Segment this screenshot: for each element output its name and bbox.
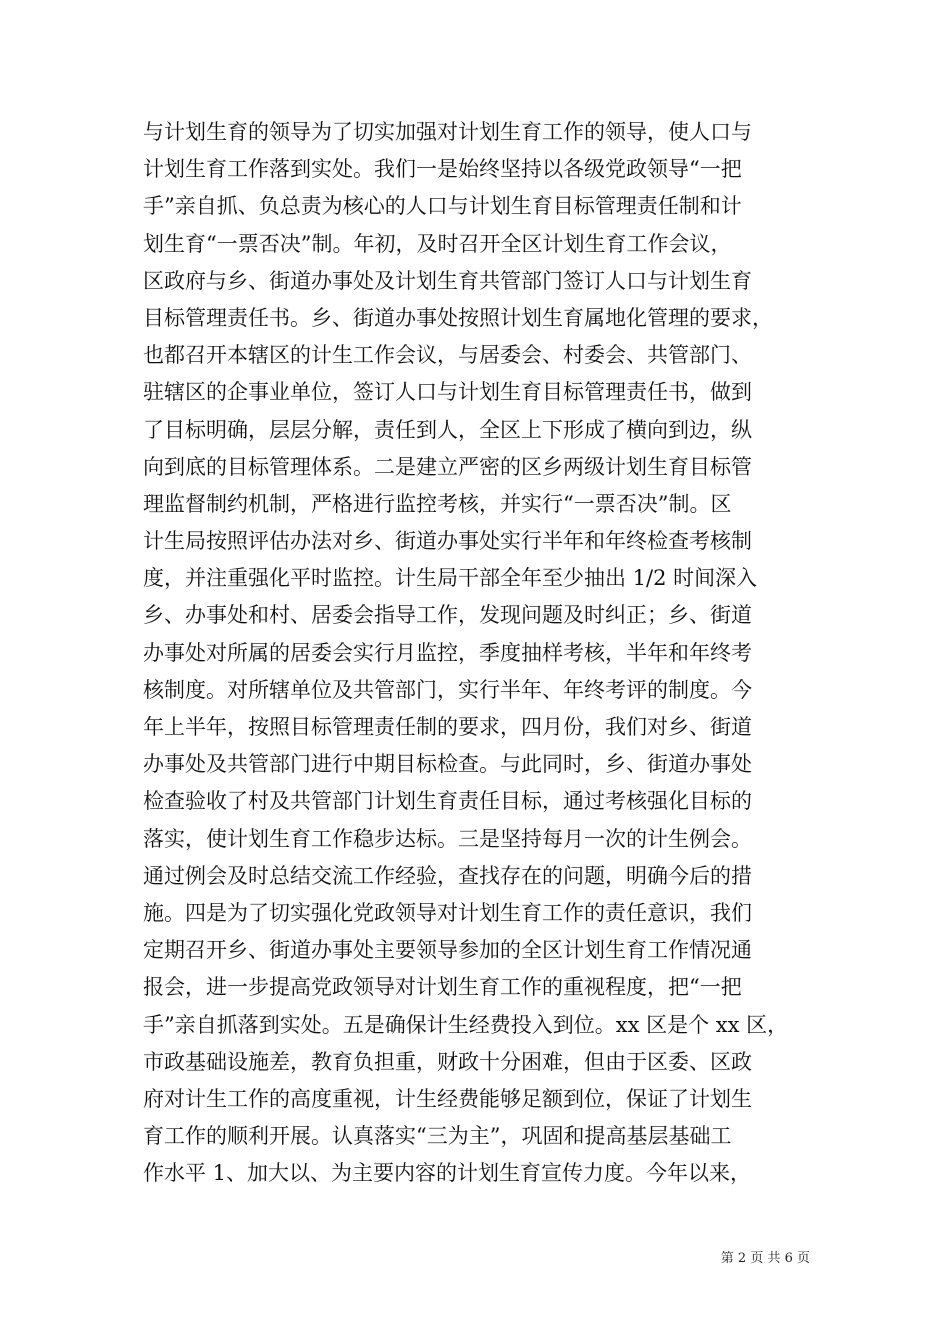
text-line: 办事处对所属的居委会实行月监控，季度抽样考核，半年和年终考 [143,640,752,665]
text-line: 了目标明确，层层分解，责任到人，全区上下形成了横向到边，纵 [143,417,752,442]
text-line: 定期召开乡、街道办事处主要领导参加的全区计划生育工作情况通 [143,938,752,963]
text-line: 作水平 1、加大以、为主要内容的计划生育宣传力度。今年以来， [143,1161,752,1186]
text-line: 办事处及共管部门进行中期目标检查。与此同时，乡、街道办事处 [143,752,752,777]
text-line: 区政府与乡、街道办事处及计划生育共管部门签订人口与计划生育 [143,268,752,293]
text-line: 通过例会及时总结交流工作经验，查找存在的问题，明确今后的措 [143,863,752,888]
text-line: 也都召开本辖区的计生工作会议，与居委会、村委会、共管部门、 [143,343,752,368]
page-number: 第 2 页 共 6 页 [720,1251,810,1266]
text-line: 年上半年，按照目标管理责任制的要求，四月份，我们对乡、街道 [143,715,752,739]
text-line: 府对计生工作的高度重视，计生经费能够足额到位，保证了计划生 [143,1086,752,1111]
text-line: 理监督制约机制，严格进行监控考核，并实行“一票否决”制。区 [143,491,732,516]
text-line: 目标管理责任书。乡、街道办事处按照计划生育属地化管理的要求， [143,305,773,330]
text-line: 核制度。对所辖单位及共管部门，实行半年、年终考评的制度。今 [143,677,752,702]
text-line: 市政基础设施差，教育负担重，财政十分困难，但由于区委、区政 [143,1049,752,1074]
text-line: 手”亲自抓落到实处。五是确保计生经费投入到位。xx 区是个 xx 区， [143,1012,789,1037]
text-line: 施。四是为了切实强化党政领导对计划生育工作的责任意识，我们 [143,900,752,925]
text-line: 度，并注重强化平时监控。计生局干部全年至少抽出 1/2 时间深入 [143,566,758,591]
text-line: 计生局按照评估办法对乡、街道办事处实行半年和年终检查考核制 [143,529,752,554]
text-line: 向到底的目标管理体系。二是建立严密的区乡两级计划生育目标管 [143,454,752,479]
text-line: 检查验收了村及共管部门计划生育责任目标，通过考核强化目标的 [143,789,752,814]
body-text [143,114,823,1192]
text-line: 手”亲自抓、负总责为核心的人口与计划生育目标管理责任制和计 [143,194,742,219]
text-line: 划生育“一票否决”制。年初，及时召开全区计划生育工作会议， [143,231,732,256]
text-line: 报会，进一步提高党政领导对计划生育工作的重视程度，把“一把 [143,975,742,1000]
text-line: 与计划生育的领导为了切实加强对计划生育工作的领导，使人口与 [143,120,752,144]
text-line: 计划生育工作落到实处。我们一是始终坚持以各级党政领导“一把 [143,157,742,182]
text-line: 乡、办事处和村、居委会指导工作，发现问题及时纠正；乡、街道 [143,603,752,628]
text-line: 育工作的顺利开展。认真落实“三为主”，巩固和提高基层基础工 [143,1124,732,1149]
text-line: 落实，使计划生育工作稳步达标。三是坚持每月一次的计生例会。 [143,826,752,851]
text-line: 驻辖区的企事业单位，签订人口与计划生育目标管理责任书，做到 [143,380,752,405]
